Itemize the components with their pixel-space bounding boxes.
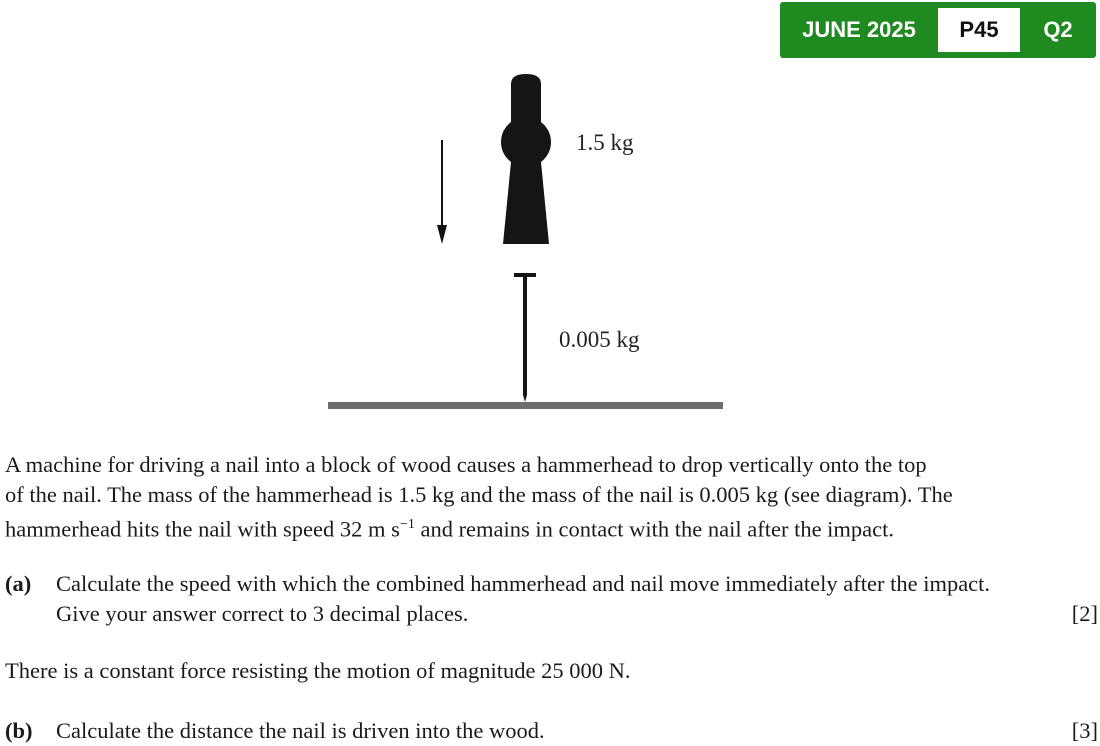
wood-block-surface [328, 402, 723, 409]
intro-line-3 [5, 510, 894, 545]
intro-line-3-end: and remains in contact with the nail after the impact. [414, 516, 895, 542]
unit-exponent: −1 [399, 517, 415, 532]
resisting-force-statement: There is a constant force resisting the motion of magnitude 25 000 N. [5, 658, 631, 683]
part-b-marks: [3] [1071, 718, 1098, 743]
part-a-line-1: Calculate the speed with which the combined hammerhead and nail move immediately after the impact. [56, 571, 991, 596]
paper-code: P45 [938, 8, 1020, 52]
part-a-marks: [2] [1071, 601, 1098, 626]
intro-line-1: A machine for driving a nail into a block of wood causes a hammerhead to drop vertically onto the top [5, 452, 927, 477]
question-number: Q2 [1043, 17, 1073, 42]
part-b-label: (b) [5, 718, 33, 743]
part-a-line-2: Give your answer correct to 3 decimal places. [56, 601, 469, 626]
hammerhead-shape [501, 74, 551, 244]
downward-arrow-icon [437, 140, 447, 244]
nail-shape [514, 273, 536, 402]
part-a-label: (a) [5, 571, 32, 596]
exam-date: JUNE 2025 [802, 17, 916, 42]
nail-mass-label: 0.005 kg [559, 327, 640, 352]
hammer-mass-label: 1.5 kg [576, 130, 634, 155]
part-b-text: Calculate the distance the nail is driven into the wood. [56, 718, 545, 743]
intro-line-2: of the nail. The mass of the hammerhead is 1.5 kg and the mass of the nail is 0.005 kg (see diagram). The [5, 482, 953, 507]
intro-line-3-start: hammerhead hits the nail with speed 32 m s [5, 516, 400, 542]
